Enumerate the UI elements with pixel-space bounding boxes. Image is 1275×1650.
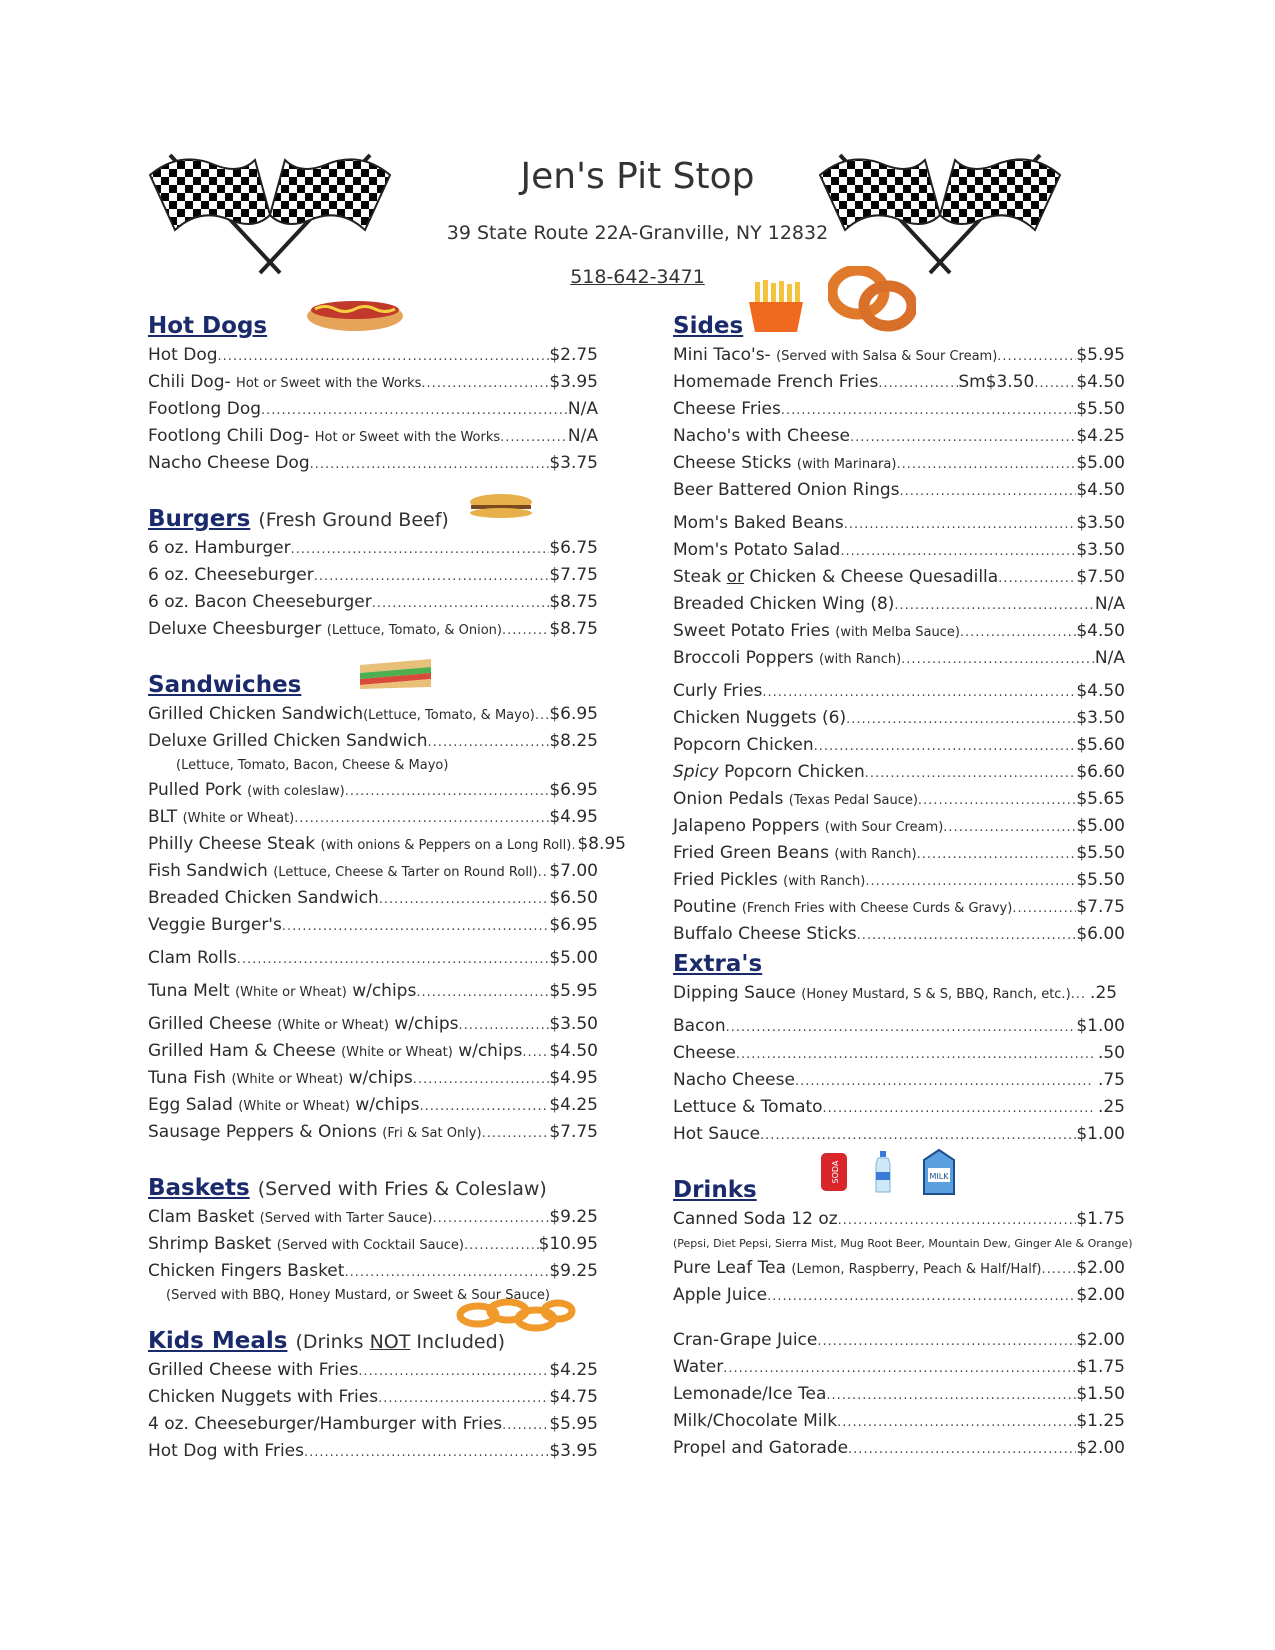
menu-item: Nacho's with Cheese ..... $4.25 <box>673 423 1125 450</box>
menu-item: Clam Rolls ..... $5.00 <box>148 945 598 972</box>
section-title-burgers: Burgers (Fresh Ground Beef) <box>148 506 449 532</box>
menu-item: Buffalo Cheese Sticks ..... $6.00 <box>673 921 1125 948</box>
checkered-flags-icon <box>815 145 1065 280</box>
menu-item: Footlong Dog ..... N/A <box>148 396 598 423</box>
svg-text:MILK: MILK <box>929 1172 949 1181</box>
menu-item: 6 oz. Hamburger ..... $6.75 <box>148 535 598 562</box>
svg-text:SODA: SODA <box>831 1160 840 1184</box>
menu-item: Breaded Chicken Wing (8) ..... N/A <box>673 591 1125 618</box>
checkered-flags-icon <box>145 145 395 280</box>
menu-item: Lettuce & Tomato ..... .25 <box>673 1094 1125 1121</box>
menu-item: Pure Leaf Tea (Lemon, Raspberry, Peach & Half/Half) ..... $2.00 <box>673 1255 1125 1282</box>
menu-item: Veggie Burger's ..... $6.95 <box>148 912 598 939</box>
menu-item: Sweet Potato Fries (with Melba Sauce) ..... $4.50 <box>673 618 1125 645</box>
menu-item: Homemade French Fries ..... Sm$3.50 ..... $4.50 <box>673 369 1125 396</box>
menu-item: Footlong Chili Dog- Hot or Sweet with the Works ..... N/A <box>148 423 598 450</box>
menu-item: Water ..... $1.75 <box>673 1354 1125 1381</box>
menu-item: Deluxe Grilled Chicken Sandwich ..... $8.25 <box>148 728 598 755</box>
menu-item: Nacho Cheese ..... .75 <box>673 1067 1125 1094</box>
section-title-extras: Extra's <box>673 951 763 977</box>
left-menu-column <box>148 310 626 1465</box>
menu-item: Nacho Cheese Dog ..... $3.75 <box>148 450 598 477</box>
menu-item: 6 oz. Cheeseburger ..... $7.75 <box>148 562 598 589</box>
menu-item: Mom's Potato Salad ..... $3.50 <box>673 537 1125 564</box>
menu-item: Grilled Ham & Cheese (White or Wheat) w/chips ..... $4.50 <box>148 1038 598 1065</box>
menu-item: Cheese ..... .50 <box>673 1040 1125 1067</box>
right-menu-column <box>673 310 1133 1462</box>
menu-item: Steak or Chicken & Cheese Quesadilla ..... $7.50 <box>673 564 1125 591</box>
menu-item: Grilled Cheese (White or Wheat) w/chips ..... $3.50 <box>148 1011 598 1038</box>
menu-item: Tuna Fish (White or Wheat) w/chips ..... $4.95 <box>148 1065 598 1092</box>
menu-item: Chicken Fingers Basket ..... $9.25 <box>148 1258 598 1285</box>
restaurant-address: 39 State Route 22A-Granville, NY 12832 <box>446 222 829 244</box>
menu-item: Cran-Grape Juice ..... $2.00 <box>673 1327 1125 1354</box>
menu-item: Egg Salad (White or Wheat) w/chips ..... $4.25 <box>148 1092 598 1119</box>
menu-item: Fried Pickles (with Ranch) ..... $5.50 <box>673 867 1125 894</box>
menu-item: Milk/Chocolate Milk ..... $1.25 <box>673 1408 1125 1435</box>
menu-item: Fried Green Beans (with Ranch) ..... $5.50 <box>673 840 1125 867</box>
menu-item: Beer Battered Onion Rings ..... $4.50 <box>673 477 1125 504</box>
menu-item: Hot Dog with Fries ..... $3.95 <box>148 1438 598 1465</box>
section-title-drinks: Drinks <box>673 1177 757 1203</box>
menu-item: BLT (White or Wheat) ..... $4.95 <box>148 804 598 831</box>
menu-item: Dipping Sauce (Honey Mustard, S & S, BBQ, Ranch, etc.) ..... .25 <box>673 980 1125 1007</box>
menu-item: Lemonade/Ice Tea ..... $1.50 <box>673 1381 1125 1408</box>
menu-item: Mom's Baked Beans ..... $3.50 <box>673 510 1125 537</box>
menu-item: Shrimp Basket (Served with Cocktail Sauce) ..... $10.95 <box>148 1231 598 1258</box>
menu-item: 6 oz. Bacon Cheeseburger ..... $8.75 <box>148 589 598 616</box>
menu-item: Grilled Cheese with Fries ..... $4.25 <box>148 1357 598 1384</box>
menu-item: Canned Soda 12 oz ..... $1.75 <box>673 1206 1125 1233</box>
menu-item: Bacon ..... $1.00 <box>673 1013 1125 1040</box>
restaurant-phone: 518-642-3471 <box>570 266 705 288</box>
menu-item: Chili Dog- Hot or Sweet with the Works ..... $3.95 <box>148 369 598 396</box>
menu-item: Mini Taco's- (Served with Salsa & Sour Cream) ..... $5.95 <box>673 342 1125 369</box>
menu-item: Sausage Peppers & Onions (Fri & Sat Only) ..... $7.75 <box>148 1119 598 1146</box>
menu-item: Popcorn Chicken ..... $5.60 <box>673 732 1125 759</box>
menu-item: Poutine (French Fries with Cheese Curds & Gravy) ..... $7.75 <box>673 894 1125 921</box>
menu-item: Broccoli Poppers (with Ranch) ..... N/A <box>673 645 1125 672</box>
menu-item: Apple Juice ..... $2.00 <box>673 1282 1125 1309</box>
item-note: (Served with BBQ, Honey Mustard, or Sweet & Sour Sauce) <box>166 1288 550 1303</box>
menu-item: Hot Sauce ..... $1.00 <box>673 1121 1125 1148</box>
menu-item: Pulled Pork (with coleslaw) ..... $6.95 <box>148 777 598 804</box>
menu-item: Cheese Fries ..... $5.50 <box>673 396 1125 423</box>
menu-item: Propel and Gatorade ..... $2.00 <box>673 1435 1125 1462</box>
menu-item: Cheese Sticks (with Marinara) ..... $5.00 <box>673 450 1125 477</box>
menu-item: Clam Basket (Served with Tarter Sauce) ..... $9.25 <box>148 1204 598 1231</box>
restaurant-title: Jen's Pit Stop <box>520 156 755 197</box>
section-title-hot-dogs: Hot Dogs <box>148 313 268 339</box>
menu-item: Onion Pedals (Texas Pedal Sauce) ..... $5.65 <box>673 786 1125 813</box>
menu-item: Fish Sandwich (Lettuce, Cheese & Tarter on Round Roll) ..... $7.00 <box>148 858 598 885</box>
menu-item: Jalapeno Poppers (with Sour Cream) ..... $5.00 <box>673 813 1125 840</box>
menu-item: Deluxe Cheesburger (Lettuce, Tomato, & Onion) ..... $8.75 <box>148 616 598 643</box>
menu-item: Breaded Chicken Sandwich ..... $6.50 <box>148 885 598 912</box>
menu-item: Grilled Chicken Sandwich (Lettuce, Tomato, & Mayo) ..... $6.95 <box>148 701 598 728</box>
menu-item: Spicy Popcorn Chicken ..... $6.60 <box>673 759 1125 786</box>
section-title-baskets: Baskets (Served with Fries & Coleslaw) <box>148 1175 547 1201</box>
menu-item: 4 oz. Cheeseburger/Hamburger with Fries ..... $5.95 <box>148 1411 598 1438</box>
menu-item: Hot Dog ..... $2.75 <box>148 342 598 369</box>
menu-item: Tuna Melt (White or Wheat) w/chips ..... $5.95 <box>148 978 598 1005</box>
item-note: (Lettuce, Tomato, Bacon, Cheese & Mayo) <box>176 758 449 773</box>
section-title-sides: Sides <box>673 313 744 339</box>
menu-item: Curly Fries ..... $4.50 <box>673 678 1125 705</box>
menu-item: Chicken Nuggets (6) ..... $3.50 <box>673 705 1125 732</box>
section-title-sandwiches: Sandwiches <box>148 672 302 698</box>
menu-item: Philly Cheese Steak (with onions & Peppers on a Long Roll) ..... $8.95 <box>148 831 598 858</box>
section-title-kids-meals: Kids Meals (Drinks NOT Included) <box>148 1328 506 1354</box>
item-note: (Pepsi, Diet Pepsi, Sierra Mist, Mug Root Beer, Mountain Dew, Ginger Ale & Orange) <box>673 1237 1133 1250</box>
menu-item: Chicken Nuggets with Fries ..... $4.75 <box>148 1384 598 1411</box>
